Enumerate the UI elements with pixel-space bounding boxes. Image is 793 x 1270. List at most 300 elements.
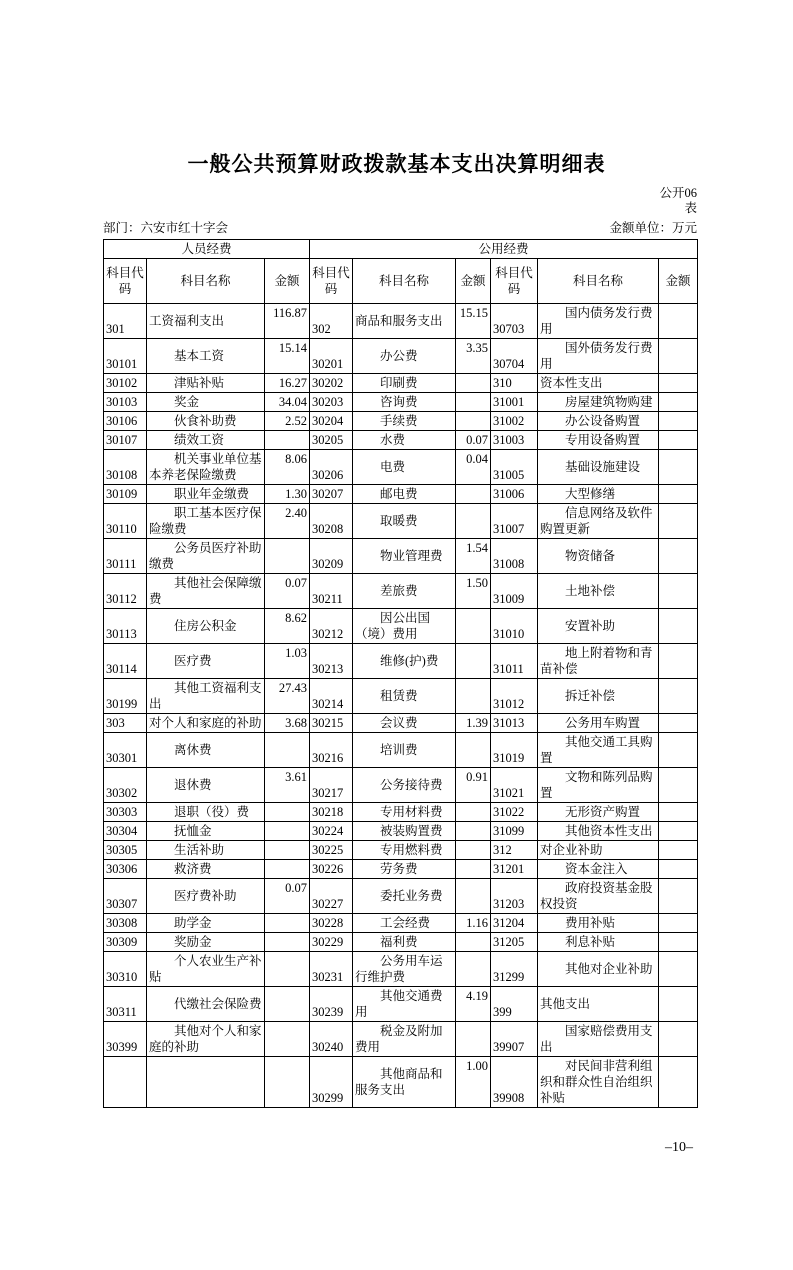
amount-cell: 3.35 [456,339,491,374]
amount-cell [456,860,491,879]
subject-name-cell: 工资福利支出 [147,304,265,339]
amount-cell [456,485,491,504]
amount-cell: 3.61 [265,768,310,803]
subject-code-cell: 30202 [310,374,353,393]
subject-code-cell: 39908 [491,1057,538,1108]
amount-cell [265,1057,310,1108]
subject-name-cell: 办公费 [353,339,456,374]
form-code-line1: 公开06 [659,186,697,200]
table-row [104,412,698,431]
subject-code-cell: 30217 [310,768,353,803]
table-row [104,714,698,733]
subject-name-cell: 其他对企业补助 [538,952,659,987]
amount-cell [456,841,491,860]
subject-name-cell: 其他商品和服务支出 [353,1057,456,1108]
group-header-personnel: 人员经费 [104,240,310,259]
table-row [104,733,698,768]
amount-cell [659,822,698,841]
amount-cell [456,374,491,393]
subject-code-cell: 30204 [310,412,353,431]
table-row [104,609,698,644]
subject-name-cell: 退休费 [147,768,265,803]
subject-name-cell: 其他交通工具购置 [538,733,659,768]
amount-cell: 16.27 [265,374,310,393]
subject-code-cell: 30107 [104,431,147,450]
subject-code-cell: 30205 [310,431,353,450]
subject-name-cell: 被装购置费 [353,822,456,841]
document-page [0,148,793,1270]
subject-code-cell: 39907 [491,1022,538,1057]
amount-cell [659,393,698,412]
subject-name-cell: 无形资产购置 [538,803,659,822]
subject-code-cell: 30303 [104,803,147,822]
subject-name-cell: 咨询费 [353,393,456,412]
subject-name-cell: 医疗费补助 [147,879,265,914]
table-row [104,860,698,879]
amount-cell [456,952,491,987]
amount-cell [659,987,698,1022]
meta-row [103,220,697,236]
amount-cell [659,304,698,339]
column-header-row [104,259,698,304]
subject-code-cell: 31201 [491,860,538,879]
table-row [104,574,698,609]
amount-cell [659,860,698,879]
subject-code-cell: 31011 [491,644,538,679]
table-row [104,987,698,1022]
amount-cell [659,431,698,450]
amount-cell: 27.43 [265,679,310,714]
subject-name-cell: 水费 [353,431,456,450]
subject-code-cell: 30224 [310,822,353,841]
subject-code-cell: 30704 [491,339,538,374]
subject-name-cell: 对企业补助 [538,841,659,860]
subject-code-cell: 310 [491,374,538,393]
subject-code-cell: 303 [104,714,147,733]
table-row [104,644,698,679]
subject-code-cell: 30111 [104,539,147,574]
table-row [104,504,698,539]
amount-cell: 1.39 [456,714,491,733]
table-row [104,450,698,485]
subject-name-cell: 取暖费 [353,504,456,539]
amount-cell [659,450,698,485]
amount-cell [265,952,310,987]
amount-cell [456,504,491,539]
amount-cell: 0.04 [456,450,491,485]
subject-name-cell: 奖励金 [147,933,265,952]
subject-code-cell: 31008 [491,539,538,574]
subject-name-cell: 维修(护)费 [353,644,456,679]
subject-code-cell: 30239 [310,987,353,1022]
amount-cell [659,768,698,803]
subject-name-cell: 资本金注入 [538,860,659,879]
amount-cell [659,679,698,714]
subject-name-cell: 地上附着物和青苗补偿 [538,644,659,679]
amount-cell [456,644,491,679]
subject-name-cell: 助学金 [147,914,265,933]
group-header-public: 公用经费 [310,240,698,259]
department-line: 部门：六安市红十字会 [103,221,229,235]
subject-name-cell [147,1057,265,1108]
subject-code-cell: 301 [104,304,147,339]
subject-name-cell: 费用补贴 [538,914,659,933]
amount-cell: 116.87 [265,304,310,339]
subject-code-cell: 30103 [104,393,147,412]
subject-name-cell: 基本工资 [147,339,265,374]
subject-code-cell: 31007 [491,504,538,539]
subject-name-cell: 其他交通费用 [353,987,456,1022]
subject-name-cell: 对个人和家庭的补助 [147,714,265,733]
subject-name-cell: 差旅费 [353,574,456,609]
table-row [104,485,698,504]
subject-name-cell: 代缴社会保险费 [147,987,265,1022]
subject-code-cell: 30106 [104,412,147,431]
subject-name-cell: 对民间非营利组织和群众性自治组织补贴 [538,1057,659,1108]
amount-cell [265,803,310,822]
amount-cell [659,374,698,393]
subject-code-cell: 30218 [310,803,353,822]
amount-cell [265,733,310,768]
amount-cell: 0.07 [456,431,491,450]
unit-line: 金额单位：万元 [609,221,697,235]
subject-name-cell: 奖金 [147,393,265,412]
subject-code-cell: 30208 [310,504,353,539]
subject-code-cell: 30108 [104,450,147,485]
subject-code-cell: 30304 [104,822,147,841]
subject-name-cell: 政府投资基金股权投资 [538,879,659,914]
subject-code-cell: 31012 [491,679,538,714]
subject-code-cell: 30307 [104,879,147,914]
table-row [104,539,698,574]
subject-name-cell: 公务接待费 [353,768,456,803]
amount-cell [659,339,698,374]
subject-name-cell: 其他工资福利支出 [147,679,265,714]
form-code [103,186,697,216]
subject-name-cell: 手续费 [353,412,456,431]
subject-name-cell: 商品和服务支出 [353,304,456,339]
subject-code-cell: 30301 [104,733,147,768]
subject-name-cell: 住房公积金 [147,609,265,644]
subject-name-cell: 救济费 [147,860,265,879]
subject-name-cell: 其他社会保障缴费 [147,574,265,609]
subject-code-cell: 30114 [104,644,147,679]
table-body [104,304,698,1108]
subject-code-cell: 30110 [104,504,147,539]
amount-cell [659,952,698,987]
amount-cell: 4.19 [456,987,491,1022]
subject-code-cell: 30113 [104,609,147,644]
subject-code-cell: 30309 [104,933,147,952]
subject-code-cell: 30214 [310,679,353,714]
amount-cell [659,733,698,768]
subject-name-cell: 机关事业单位基本养老保险缴费 [147,450,265,485]
subject-name-cell: 税金及附加费用 [353,1022,456,1057]
subject-name-cell: 国家赔偿费用支出 [538,1022,659,1057]
subject-code-cell: 31013 [491,714,538,733]
subject-code-cell: 31002 [491,412,538,431]
subject-code-cell: 31009 [491,574,538,609]
subject-code-cell: 30311 [104,987,147,1022]
subject-name-cell: 租赁费 [353,679,456,714]
subject-code-cell [104,1057,147,1108]
subject-name-cell: 福利费 [353,933,456,952]
subject-code-cell: 31001 [491,393,538,412]
subject-code-cell: 30231 [310,952,353,987]
subject-code-cell: 30102 [104,374,147,393]
table-row [104,1057,698,1108]
amount-cell [456,822,491,841]
amount-cell [265,1022,310,1057]
subject-name-cell: 其他资本性支出 [538,822,659,841]
amount-cell [659,933,698,952]
form-code-line2: 表 [684,201,697,215]
subject-name-cell: 基础设施建设 [538,450,659,485]
subject-name-cell: 房屋建筑物购建 [538,393,659,412]
amount-cell [265,860,310,879]
subject-name-cell: 专用材料费 [353,803,456,822]
subject-code-cell: 30209 [310,539,353,574]
amount-cell: 3.68 [265,714,310,733]
subject-name-cell: 职工基本医疗保险缴费 [147,504,265,539]
subject-code-cell: 30399 [104,1022,147,1057]
table-row [104,822,698,841]
amount-cell [659,1022,698,1057]
subject-code-cell: 30203 [310,393,353,412]
col-header-amount: 金额 [456,259,491,304]
subject-code-cell: 30229 [310,933,353,952]
subject-name-cell: 公务用车购置 [538,714,659,733]
subject-code-cell: 30299 [310,1057,353,1108]
subject-name-cell: 邮电费 [353,485,456,504]
amount-cell: 1.03 [265,644,310,679]
subject-code-cell: 30225 [310,841,353,860]
table-row [104,841,698,860]
subject-code-cell: 30201 [310,339,353,374]
subject-code-cell: 30206 [310,450,353,485]
amount-cell: 0.07 [265,574,310,609]
col-header-code: 科目代码 [104,259,147,304]
subject-code-cell: 30227 [310,879,353,914]
table-row [104,374,698,393]
amount-cell: 15.15 [456,304,491,339]
subject-name-cell: 绩效工资 [147,431,265,450]
amount-cell [456,393,491,412]
amount-cell [456,733,491,768]
subject-name-cell: 专用设备购置 [538,431,659,450]
subject-name-cell: 离休费 [147,733,265,768]
subject-name-cell: 公务员医疗补助缴费 [147,539,265,574]
subject-name-cell: 公务用车运行维护费 [353,952,456,987]
amount-cell: 34.04 [265,393,310,412]
subject-code-cell: 30213 [310,644,353,679]
subject-code-cell: 31299 [491,952,538,987]
amount-cell [659,879,698,914]
subject-code-cell: 30212 [310,609,353,644]
subject-name-cell: 生活补助 [147,841,265,860]
amount-cell [265,987,310,1022]
subject-name-cell: 专用燃料费 [353,841,456,860]
subject-name-cell: 国外债务发行费用 [538,339,659,374]
table-row [104,803,698,822]
subject-code-cell: 30310 [104,952,147,987]
subject-name-cell: 利息补贴 [538,933,659,952]
amount-cell: 1.54 [456,539,491,574]
subject-code-cell: 31203 [491,879,538,914]
col-header-amount: 金额 [265,259,310,304]
amount-cell: 2.40 [265,504,310,539]
amount-cell [659,914,698,933]
amount-cell: 0.91 [456,768,491,803]
amount-cell: 1.50 [456,574,491,609]
amount-cell [659,485,698,504]
subject-code-cell: 30306 [104,860,147,879]
subject-code-cell: 30112 [104,574,147,609]
subject-code-cell: 31099 [491,822,538,841]
subject-code-cell: 31021 [491,768,538,803]
subject-code-cell: 31205 [491,933,538,952]
amount-cell [456,933,491,952]
amount-cell [456,609,491,644]
subject-name-cell: 大型修缮 [538,485,659,504]
amount-cell [265,431,310,450]
amount-cell: 15.14 [265,339,310,374]
subject-name-cell: 委托业务费 [353,879,456,914]
budget-table [103,239,698,1108]
amount-cell [265,822,310,841]
col-header-code: 科目代码 [310,259,353,304]
subject-name-cell: 物业管理费 [353,539,456,574]
amount-cell [265,933,310,952]
subject-name-cell: 物资储备 [538,539,659,574]
group-header-row [104,240,698,259]
table-row [104,914,698,933]
amount-cell [659,609,698,644]
subject-code-cell: 31019 [491,733,538,768]
amount-cell [659,644,698,679]
amount-cell: 1.16 [456,914,491,933]
table-row [104,933,698,952]
subject-code-cell: 30302 [104,768,147,803]
subject-code-cell: 312 [491,841,538,860]
amount-cell [265,914,310,933]
table-row [104,679,698,714]
page-number: –10– [665,1140,693,1155]
table-row [104,952,698,987]
subject-name-cell: 抚恤金 [147,822,265,841]
subject-code-cell: 31204 [491,914,538,933]
amount-cell [456,679,491,714]
amount-cell [659,841,698,860]
subject-name-cell: 其他对个人和家庭的补助 [147,1022,265,1057]
page-title: 一般公共预算财政拨款基本支出决算明细表 [187,153,606,176]
subject-name-cell: 电费 [353,450,456,485]
subject-name-cell: 因公出国（境）费用 [353,609,456,644]
subject-code-cell: 30101 [104,339,147,374]
table-row [104,1022,698,1057]
subject-name-cell: 个人农业生产补贴 [147,952,265,987]
subject-name-cell: 劳务费 [353,860,456,879]
subject-code-cell: 30211 [310,574,353,609]
subject-name-cell: 工会经费 [353,914,456,933]
subject-name-cell: 文物和陈列品购置 [538,768,659,803]
amount-cell [659,412,698,431]
col-header-name: 科目名称 [538,259,659,304]
subject-code-cell: 30109 [104,485,147,504]
subject-name-cell: 职业年金缴费 [147,485,265,504]
amount-cell [659,539,698,574]
subject-name-cell: 医疗费 [147,644,265,679]
amount-cell [456,879,491,914]
amount-cell [659,574,698,609]
subject-name-cell: 会议费 [353,714,456,733]
amount-cell [456,1022,491,1057]
subject-name-cell: 培训费 [353,733,456,768]
subject-code-cell: 31006 [491,485,538,504]
col-header-code: 科目代码 [491,259,538,304]
amount-cell: 1.30 [265,485,310,504]
subject-code-cell: 30305 [104,841,147,860]
subject-name-cell: 信息网络及软件购置更新 [538,504,659,539]
subject-name-cell: 国内债务发行费用 [538,304,659,339]
col-header-name: 科目名称 [147,259,265,304]
subject-code-cell: 30703 [491,304,538,339]
table-row [104,304,698,339]
subject-code-cell: 30226 [310,860,353,879]
amount-cell: 8.62 [265,609,310,644]
subject-name-cell: 津贴补贴 [147,374,265,393]
amount-cell [456,803,491,822]
subject-name-cell: 资本性支出 [538,374,659,393]
subject-code-cell: 31003 [491,431,538,450]
subject-code-cell: 30228 [310,914,353,933]
subject-code-cell: 399 [491,987,538,1022]
subject-name-cell: 安置补助 [538,609,659,644]
subject-code-cell: 30308 [104,914,147,933]
amount-cell [659,803,698,822]
amount-cell [659,1057,698,1108]
subject-name-cell: 退职（役）费 [147,803,265,822]
subject-code-cell: 31010 [491,609,538,644]
table-row [104,879,698,914]
amount-cell [659,504,698,539]
subject-name-cell: 印刷费 [353,374,456,393]
table-row [104,393,698,412]
subject-code-cell: 31005 [491,450,538,485]
amount-cell [265,539,310,574]
subject-code-cell: 30240 [310,1022,353,1057]
table-row [104,768,698,803]
amount-cell: 2.52 [265,412,310,431]
table-row [104,339,698,374]
amount-cell: 1.00 [456,1057,491,1108]
amount-cell: 0.07 [265,879,310,914]
amount-cell: 8.06 [265,450,310,485]
subject-code-cell: 31022 [491,803,538,822]
subject-name-cell: 伙食补助费 [147,412,265,431]
amount-cell [659,714,698,733]
col-header-name: 科目名称 [353,259,456,304]
amount-cell [265,841,310,860]
subject-code-cell: 30215 [310,714,353,733]
subject-name-cell: 土地补偿 [538,574,659,609]
col-header-amount: 金额 [659,259,698,304]
subject-code-cell: 30216 [310,733,353,768]
subject-name-cell: 办公设备购置 [538,412,659,431]
table-row [104,431,698,450]
subject-code-cell: 30199 [104,679,147,714]
amount-cell [456,412,491,431]
